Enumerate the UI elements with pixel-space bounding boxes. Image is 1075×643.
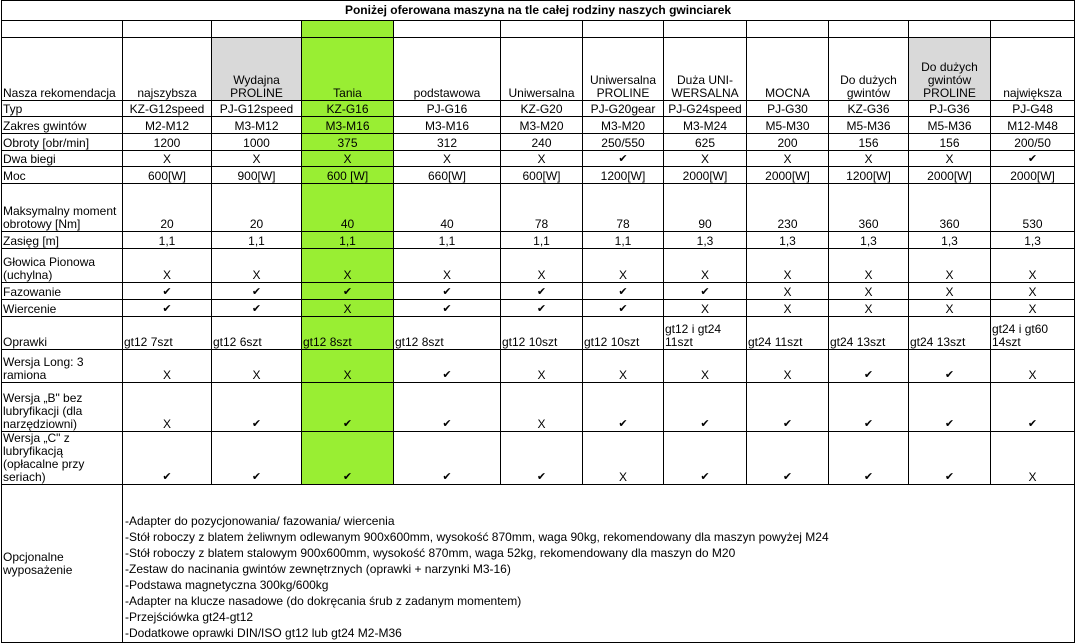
cell-drilling: X (664, 300, 747, 317)
cell-power: 600 [W] (302, 167, 394, 184)
cell-gears: X (829, 151, 909, 167)
cell-versionB: ✔ (747, 383, 829, 432)
cell-type: KZ-G12speed (123, 101, 212, 117)
cell-versionC: X (583, 432, 664, 485)
cell-rpm: 250/550 (583, 134, 664, 151)
cell-versionB: ✔ (909, 383, 991, 432)
row-label-rpm: Obroty [obr/min] (2, 134, 123, 151)
cell-reach: 1,3 (829, 232, 909, 249)
cell-chamfer: X (747, 283, 829, 300)
cell-power: 660[W] (394, 167, 501, 184)
cell-long: X (123, 350, 212, 383)
cell-holders: gt24 13szt (909, 317, 991, 350)
row-range (2, 117, 1075, 134)
cell-holders: gt12 8szt (394, 317, 501, 350)
cell-range: M12-M48 (991, 117, 1075, 134)
cell-chamfer: X (829, 283, 909, 300)
cell-range: M5-M36 (829, 117, 909, 134)
row-head (2, 249, 1075, 283)
cell-reach: 1,1 (302, 232, 394, 249)
cell-range: M3-M24 (664, 117, 747, 134)
cell-rpm: 200/50 (991, 134, 1075, 151)
cell-reach: 1,3 (664, 232, 747, 249)
cell-long: X (302, 350, 394, 383)
cell-drilling: ✔ (501, 300, 583, 317)
cell-head: X (394, 249, 501, 283)
cell-recommendation: największa (991, 38, 1075, 101)
cell-long: ✔ (909, 350, 991, 383)
cell-holders: gt12 6szt (212, 317, 302, 350)
cell-chamfer: ✔ (212, 283, 302, 300)
cell-torque: 360 (829, 184, 909, 232)
row-label-holders: Oprawki (2, 317, 123, 350)
cell-holders: gt24 11szt (747, 317, 829, 350)
cell-power: 2000[W] (991, 167, 1075, 184)
cell-gears: ✔ (583, 151, 664, 167)
cell-type: PJ-G36 (909, 101, 991, 117)
cell-head: X (212, 249, 302, 283)
cell-chamfer: X (909, 283, 991, 300)
cell-long: X (747, 350, 829, 383)
table-title: Poniżej oferowana maszyna na tle całej rodziny naszych gwinciarek (2, 1, 1075, 21)
cell-holders: gt12 10szt (583, 317, 664, 350)
cell-head: X (501, 249, 583, 283)
cell-rpm: 156 (909, 134, 991, 151)
cell-recommendation: Tania (302, 38, 394, 101)
cell-versionC: ✔ (123, 432, 212, 485)
cell-drilling: X (747, 300, 829, 317)
row-label-recommendation: Nasza rekomendacja (2, 38, 123, 101)
row-label-long: Wersja Long: 3 ramiona (2, 350, 123, 383)
row-label-optional: Opcjonalne wyposażenie (2, 485, 123, 643)
row-versionC (2, 432, 1075, 485)
row-label-versionC: Wersja „C" z lubryfikacją (opłacalne przy seriach) (2, 432, 123, 485)
cell-gears: X (909, 151, 991, 167)
cell-range: M5-M30 (747, 117, 829, 134)
row-label-head: Głowica Pionowa (uchylna) (2, 249, 123, 283)
comparison-table (1, 0, 1075, 643)
cell-versionB: ✔ (583, 383, 664, 432)
cell-torque: 530 (991, 184, 1075, 232)
cell-power: 900[W] (212, 167, 302, 184)
cell-recommendation: podstawowa (394, 38, 501, 101)
row-optional (2, 485, 1075, 643)
optional-item: -Podstawa magnetyczna 300kg/600kg (125, 578, 329, 592)
cell-versionC: X (991, 432, 1075, 485)
cell-type: PJ-G20gear (583, 101, 664, 117)
cell-torque: 360 (909, 184, 991, 232)
cell-type: PJ-G16 (394, 101, 501, 117)
row-long (2, 350, 1075, 383)
cell-range: M2-M12 (123, 117, 212, 134)
cell-recommendation: Wydajna PROLINE (212, 38, 302, 101)
cell-holders: gt12 i gt24 11szt (664, 317, 747, 350)
row-label-gears: Dwa biegi (2, 151, 123, 167)
cell-versionC: ✔ (394, 432, 501, 485)
cell-drilling: ✔ (394, 300, 501, 317)
cell-torque: 40 (302, 184, 394, 232)
cell-drilling: ✔ (583, 300, 664, 317)
cell-recommendation: Uniwersalna (501, 38, 583, 101)
cell-versionB: ✔ (394, 383, 501, 432)
cell-versionC: ✔ (909, 432, 991, 485)
cell-drilling: X (909, 300, 991, 317)
cell-head: X (747, 249, 829, 283)
cell-power: 1200[W] (829, 167, 909, 184)
spacer-row (2, 21, 1075, 38)
cell-chamfer: ✔ (583, 283, 664, 300)
cell-reach: 1,3 (909, 232, 991, 249)
cell-rpm: 156 (829, 134, 909, 151)
cell-recommendation: MOCNA (747, 38, 829, 101)
cell-versionC: ✔ (302, 432, 394, 485)
row-label-torque: Maksymalny moment obrotowy [Nm] (2, 184, 123, 232)
row-label-chamfer: Fazowanie (2, 283, 123, 300)
row-label-versionB: Wersja „B" bez lubryfikacji (dla narzędziowni) (2, 383, 123, 432)
row-label-reach: Zasięg [m] (2, 232, 123, 249)
cell-power: 2000[W] (664, 167, 747, 184)
cell-drilling: ✔ (123, 300, 212, 317)
cell-chamfer: ✔ (394, 283, 501, 300)
cell-head: X (302, 249, 394, 283)
cell-torque: 90 (664, 184, 747, 232)
optional-item: -Stół roboczy z blatem żeliwnym odlewanym 900x600mm, wysokość 870mm, waga 90kg, rekomendowany dla maszyn powyżej M24 (125, 530, 829, 544)
optional-item: -Przejściówka gt24-gt12 (125, 610, 254, 624)
row-label-power: Moc (2, 167, 123, 184)
cell-rpm: 200 (747, 134, 829, 151)
cell-recommendation: Do dużych gwintów (829, 38, 909, 101)
optional-equipment-list (123, 485, 1075, 643)
cell-versionB: ✔ (991, 383, 1075, 432)
cell-holders: gt12 7szt (123, 317, 212, 350)
cell-range: M3-M16 (302, 117, 394, 134)
cell-range: M3-M12 (212, 117, 302, 134)
cell-long: X (664, 350, 747, 383)
cell-drilling: X (302, 300, 394, 317)
cell-range: M3-M16 (394, 117, 501, 134)
cell-rpm: 375 (302, 134, 394, 151)
optional-item: -Stół roboczy z blatem stalowym 900x600mm, wysokość 870mm, waga 52kg, rekomendowany dla maszyn do M20 (125, 546, 736, 560)
cell-torque: 20 (123, 184, 212, 232)
cell-recommendation: Do dużych gwintów PROLINE (909, 38, 991, 101)
optional-item: -Adapter do pozycjonowania/ fazowania/ wiercenia (125, 514, 395, 528)
cell-holders: gt12 10szt (501, 317, 583, 350)
cell-versionB: ✔ (302, 383, 394, 432)
cell-long: ✔ (829, 350, 909, 383)
cell-recommendation: Duża UNI-WERSALNA (664, 38, 747, 101)
cell-reach: 1,3 (991, 232, 1075, 249)
cell-holders: gt24 i gt60 14szt (991, 317, 1075, 350)
cell-range: M3-M20 (501, 117, 583, 134)
cell-type: KZ-G36 (829, 101, 909, 117)
cell-power: 600[W] (501, 167, 583, 184)
cell-reach: 1,1 (394, 232, 501, 249)
row-power (2, 167, 1075, 184)
row-torque (2, 184, 1075, 232)
cell-chamfer: ✔ (664, 283, 747, 300)
row-label-drilling: Wiercenie (2, 300, 123, 317)
cell-rpm: 1000 (212, 134, 302, 151)
row-label-range: Zakres gwintów (2, 117, 123, 134)
row-label-type: Typ (2, 101, 123, 117)
cell-versionC: ✔ (664, 432, 747, 485)
cell-recommendation: Uniwersalna PROLINE (583, 38, 664, 101)
cell-power: 1200[W] (583, 167, 664, 184)
cell-torque: 78 (501, 184, 583, 232)
cell-versionB: X (123, 383, 212, 432)
cell-gears: X (664, 151, 747, 167)
row-drilling (2, 300, 1075, 317)
cell-torque: 40 (394, 184, 501, 232)
cell-long: X (991, 350, 1075, 383)
cell-rpm: 312 (394, 134, 501, 151)
optional-item: -Zestaw do nacinania gwintów zewnętrznych (oprawki + narzynki M3-16) (125, 562, 511, 576)
row-recommendation (2, 38, 1075, 101)
optional-item: -Adapter na klucze nasadowe (do dokręcania śrub z zadanym momentem) (125, 594, 522, 608)
cell-versionB: ✔ (212, 383, 302, 432)
cell-drilling: X (829, 300, 909, 317)
cell-chamfer: ✔ (123, 283, 212, 300)
cell-gears: X (212, 151, 302, 167)
cell-type: PJ-G24speed (664, 101, 747, 117)
cell-reach: 1,1 (501, 232, 583, 249)
cell-gears: X (123, 151, 212, 167)
cell-chamfer: ✔ (501, 283, 583, 300)
cell-versionC: ✔ (212, 432, 302, 485)
cell-chamfer: X (991, 283, 1075, 300)
cell-gears: X (501, 151, 583, 167)
cell-versionB: ✔ (829, 383, 909, 432)
cell-gears: X (747, 151, 829, 167)
row-holders (2, 317, 1075, 350)
cell-long: X (583, 350, 664, 383)
cell-rpm: 625 (664, 134, 747, 151)
optional-item: -Dodatkowe oprawki DIN/ISO gt12 lub gt24 M2-M36 (125, 626, 402, 640)
cell-versionB: ✔ (664, 383, 747, 432)
cell-reach: 1,1 (123, 232, 212, 249)
cell-drilling: X (991, 300, 1075, 317)
cell-power: 2000[W] (909, 167, 991, 184)
cell-gears: X (394, 151, 501, 167)
cell-versionB: X (501, 383, 583, 432)
cell-power: 600[W] (123, 167, 212, 184)
row-rpm (2, 134, 1075, 151)
cell-reach: 1,1 (212, 232, 302, 249)
cell-holders: gt12 8szt (302, 317, 394, 350)
cell-range: M5-M36 (909, 117, 991, 134)
cell-head: X (664, 249, 747, 283)
cell-range: M3-M20 (583, 117, 664, 134)
cell-reach: 1,1 (583, 232, 664, 249)
cell-gears: X (302, 151, 394, 167)
cell-gears: ✔ (991, 151, 1075, 167)
row-versionB (2, 383, 1075, 432)
row-gears (2, 151, 1075, 167)
cell-long: ✔ (394, 350, 501, 383)
row-chamfer (2, 283, 1075, 300)
cell-power: 2000[W] (747, 167, 829, 184)
cell-head: X (991, 249, 1075, 283)
cell-rpm: 240 (501, 134, 583, 151)
cell-type: PJ-G30 (747, 101, 829, 117)
cell-head: X (123, 249, 212, 283)
cell-chamfer: ✔ (302, 283, 394, 300)
cell-torque: 230 (747, 184, 829, 232)
cell-long: X (501, 350, 583, 383)
row-type (2, 101, 1075, 117)
cell-head: X (909, 249, 991, 283)
cell-head: X (583, 249, 664, 283)
cell-long: X (212, 350, 302, 383)
cell-rpm: 1200 (123, 134, 212, 151)
cell-reach: 1,3 (747, 232, 829, 249)
cell-type: KZ-G16 (302, 101, 394, 117)
cell-recommendation: najszybsza (123, 38, 212, 101)
cell-type: PJ-G48 (991, 101, 1075, 117)
cell-versionC: ✔ (747, 432, 829, 485)
cell-drilling: ✔ (212, 300, 302, 317)
cell-holders: gt24 13szt (829, 317, 909, 350)
row-reach (2, 232, 1075, 249)
cell-versionC: ✔ (829, 432, 909, 485)
cell-head: X (829, 249, 909, 283)
cell-type: KZ-G20 (501, 101, 583, 117)
cell-torque: 78 (583, 184, 664, 232)
cell-torque: 20 (212, 184, 302, 232)
cell-versionC: ✔ (501, 432, 583, 485)
cell-type: PJ-G12speed (212, 101, 302, 117)
